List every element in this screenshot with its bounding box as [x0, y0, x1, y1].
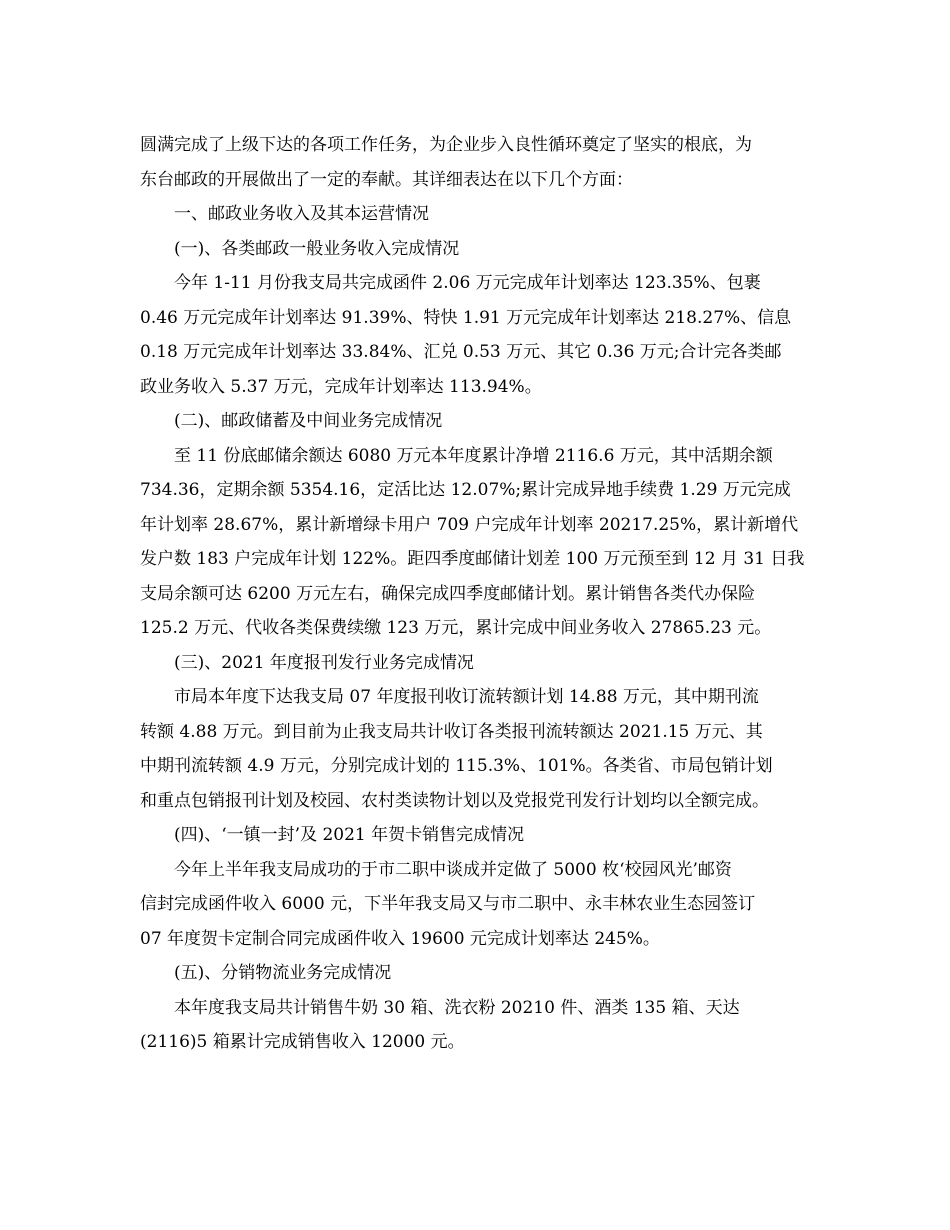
text-line: 圆满完成了上级下达的各项工作任务，为企业步入良性循环奠定了坚实的根底，为: [140, 135, 752, 155]
text-line: 东台邮政的开展做出了一定的奉献。其详细表达在以下几个方面：: [140, 169, 633, 190]
text-line: 至 11 份底邮储余额达 6080 万元本年度累计净增 2116.6 万元，其中活期余额: [174, 445, 773, 466]
text-line: 和重点包销报刊计划及校园、农村类读物计划以及党报党刊发行计划均以全额完成。: [140, 790, 769, 811]
text-line: 发户数 183 户完成年计划 122%。距四季度邮储计划差 100 万元预至到 12 月 31 日我: [140, 549, 805, 569]
subsection-heading: (二)、邮政储蓄及中间业务完成情况: [174, 411, 443, 431]
text-line: 转额 4.88 万元。到目前为止我支局共计收订各类报刊流转额达 2021.15 万元、其: [140, 721, 763, 742]
text-line: 年计划率 28.67%，累计新增绿卡用户 709 户完成年计划率 20217.25%，累计新增代: [140, 514, 799, 535]
subsection-heading: (四)、‘一镇一封’及 2021 年贺卡销售完成情况: [174, 825, 525, 845]
text-line: 政业务收入 5.37 万元，完成年计划率达 113.94%。: [140, 376, 542, 397]
text-line: 信封完成函件收入 6000 元，下半年我支局又与市二职中、永丰林农业生态园签订: [140, 894, 756, 914]
document-body: [140, 128, 830, 1060]
text-line: (2116)5 箱累计完成销售收入 12000 元。: [140, 1032, 465, 1052]
subsection-heading: (三)、2021 年度报刊发行业务完成情况: [174, 652, 474, 673]
text-line: 中期刊流转额 4.9 万元，分别完成计划的 115.3%、101%。各类省、市局包销计划: [140, 756, 773, 776]
text-line: 734.36，定期余额 5354.16，定活比达 12.07%;累计完成异地手续费 1.29 万元完成: [140, 480, 791, 500]
text-line: 本年度我支局共计销售牛奶 30 箱、洗衣粉 20210 件、酒类 135 箱、天达: [174, 997, 740, 1018]
text-line: 0.18 万元完成年计划率达 33.84%、汇兑 0.53 万元、其它 0.36 万元;合计完各类邮: [140, 342, 782, 362]
subsection-heading: (一)、各类邮政一般业务收入完成情况: [174, 238, 460, 259]
section-heading: 一、邮政业务收入及其本运营情况: [174, 204, 429, 224]
text-line: 市局本年度下达我支局 07 年度报刊收订流转额计划 14.88 万元，其中期刊流: [174, 687, 759, 707]
text-line: 125.2 万元、代收各类保费续缴 123 万元，累计完成中间业务收入 27865.23 元。: [140, 618, 772, 638]
subsection-heading: (五)、分销物流业务完成情况: [174, 963, 392, 983]
text-line: 0.46 万元完成年计划率达 91.39%、特快 1.91 万元完成年计划率达 218.27%、信息: [140, 307, 792, 328]
text-line: 07 年度贺卡定制合同完成函件收入 19600 元完成计划率达 245%。: [140, 928, 660, 949]
text-line: 支局余额可达 6200 万元左右，确保完成四季度邮储计划。累计销售各类代办保险: [140, 583, 756, 604]
text-line: 今年上半年我支局成功的于市二职中谈成并定做了 5000 枚‘校园风光’邮资: [174, 859, 732, 880]
text-line: 今年 1-11 月份我支局共完成函件 2.06 万元完成年计划率达 123.35%、包裹: [174, 273, 761, 293]
